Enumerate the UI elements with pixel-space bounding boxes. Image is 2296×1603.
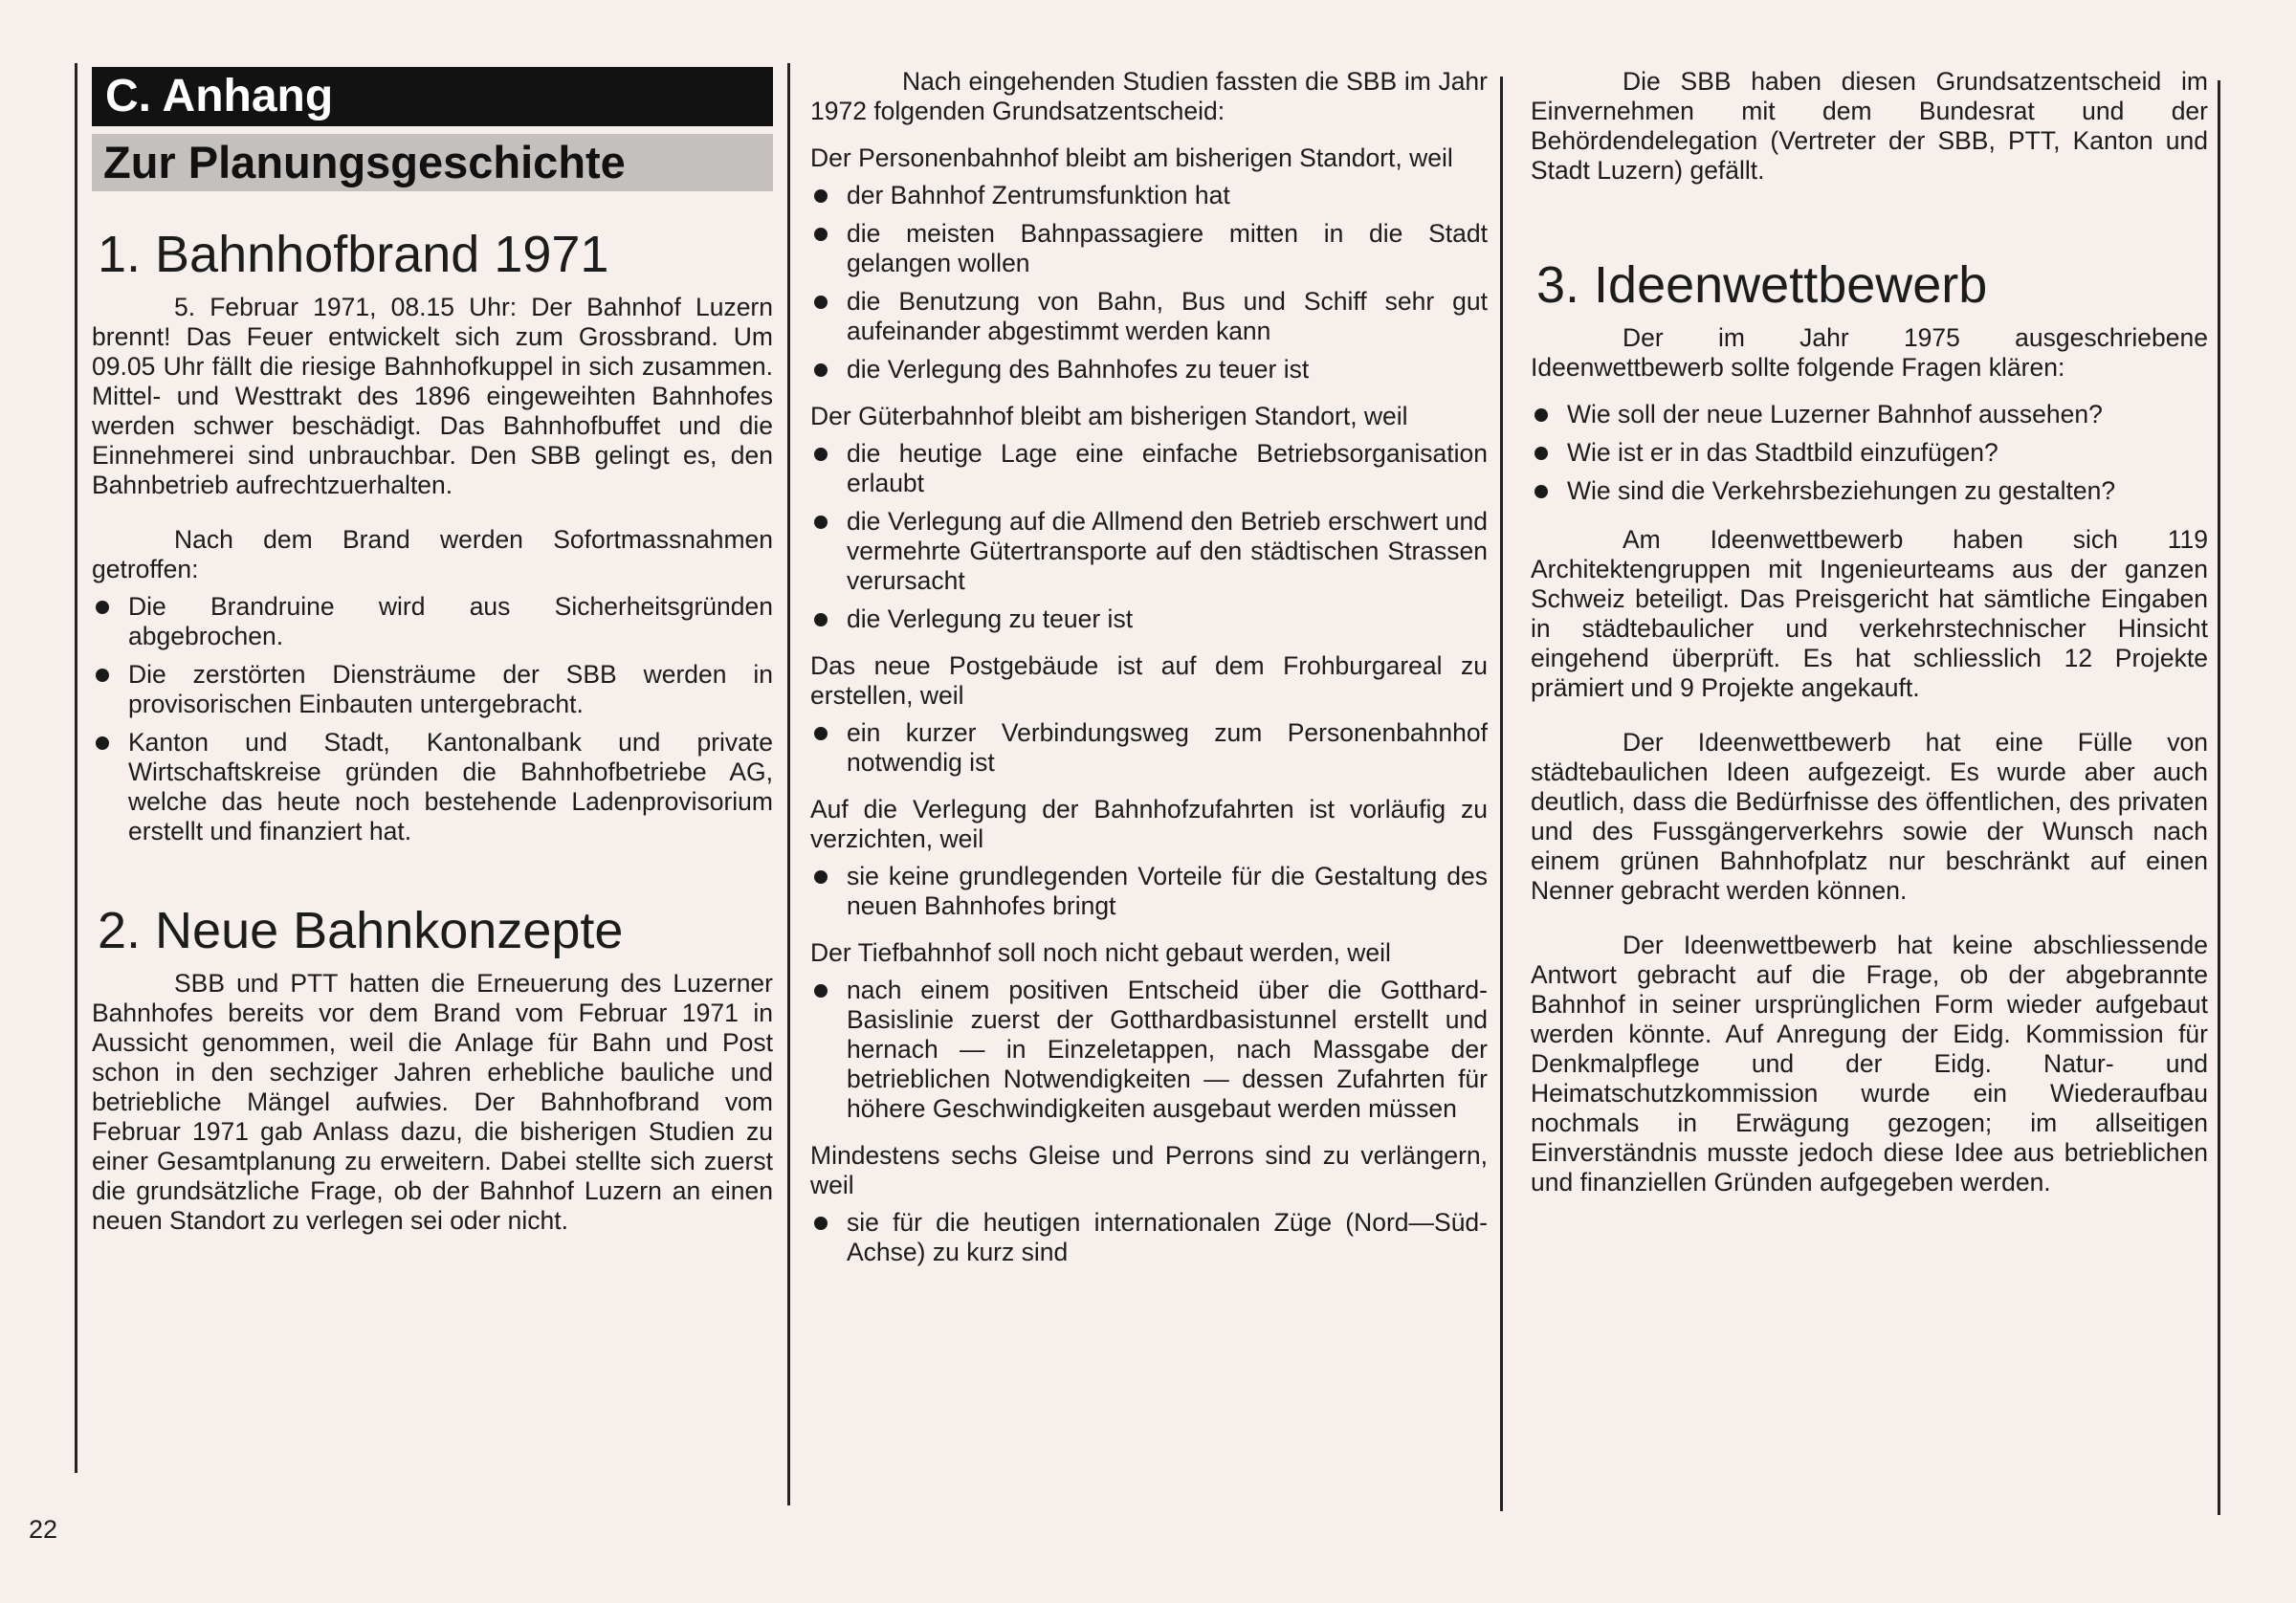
column-1 xyxy=(92,67,773,1253)
list-item: nach einem positiven Entscheid über die Gotthard-Basislinie zuerst der Gotthardbasistunnel erstellt und hernach — in Einzeletappen, nach Massgabe der betrieblichen Notwendigkeiten — dessen Zufahrten für höhere Geschwindigkeiten ausgebaut werden müssen xyxy=(810,976,1488,1124)
block-lead: Der Personenbahnhof bleibt am bisherigen Standort, weil xyxy=(810,143,1453,172)
heading-neue-bahnkonzepte: 2. Neue Bahnkonzepte xyxy=(98,902,624,959)
block-lead: Auf die Verlegung der Bahnhofzufahrten ist vorläufig zu verzichten, weil xyxy=(810,795,1488,853)
column-rule-left xyxy=(75,63,77,1473)
bullet-list xyxy=(810,976,1488,1124)
list-item: die Verlegung zu teuer ist xyxy=(810,604,1488,634)
block-lead: Der Güterbahnhof bleibt am bisherigen Standort, weil xyxy=(810,402,1408,430)
paragraph: Der im Jahr 1975 ausgeschriebene Ideenwettbewerb sollte folgende Fragen klären: xyxy=(1531,323,2208,382)
list-item: die Benutzung von Bahn, Bus und Schiff sehr gut aufeinander abgestimmt werden kann xyxy=(810,287,1488,346)
page-number: 22 xyxy=(29,1515,58,1544)
paragraph: Nach eingehenden Studien fassten die SBB im Jahr 1972 folgenden Grundsatzentscheid: xyxy=(810,67,1488,125)
block-lead: Der Tiefbahnhof soll noch nicht gebaut werden, weil xyxy=(810,938,1391,967)
list-item: sie keine grundlegenden Vorteile für die Gestaltung des neuen Bahnhofes bringt xyxy=(810,862,1488,921)
block-lead: Mindestens sechs Gleise und Perrons sind zu verlängern, weil xyxy=(810,1141,1488,1199)
column-rule-right xyxy=(2218,80,2220,1515)
list-item: sie für die heutigen internationalen Züge (Nord—Süd-Achse) zu kurz sind xyxy=(810,1208,1488,1267)
list-item: die Verlegung auf die Allmend den Betrieb erschwert und vermehrte Gütertransporte auf den städtischen Strassen verursacht xyxy=(810,507,1488,596)
bullet-list xyxy=(810,1208,1488,1267)
list-item: Die Brandruine wird aus Sicherheitsgründen abgebrochen. xyxy=(92,592,773,651)
subsection-heading: Zur Planungsgeschichte xyxy=(92,134,773,191)
list-item: Die zerstörten Diensträume der SBB werden in provisorischen Einbauten untergebracht. xyxy=(92,660,773,719)
list-item: die heutige Lage eine einfache Betriebsorganisation erlaubt xyxy=(810,439,1488,498)
list-item: die meisten Bahnpassagiere mitten in die Stadt gelangen wollen xyxy=(810,219,1488,278)
list-item: die Verlegung des Bahnhofes zu teuer ist xyxy=(810,355,1488,384)
paragraph: SBB und PTT hatten die Erneuerung des Luzerner Bahnhofes bereits vor dem Brand vom Februar 1971 in Aussicht genommen, weil die Anlage für Bahn und Post schon in den sechziger Jahren erhebliche bauliche und betriebliche Mängel aufwies. Der Bahnhofbrand vom Februar 1971 gab Anlass dazu, die bisherigen Studien zu einer Gesamtplanung zu erweitern. Dabei stellte sich zuerst die grundsätzliche Frage, ob der Bahnhof Luzern an einen neuen Standort zu verlegen sei oder nicht. xyxy=(92,969,773,1235)
list-item: Wie soll der neue Luzerner Bahnhof aussehen? xyxy=(1531,400,2208,429)
paragraph: Nach dem Brand werden Sofortmassnahmen getroffen: xyxy=(92,525,773,583)
paragraph: 5. Februar 1971, 08.15 Uhr: Der Bahnhof Luzern brennt! Das Feuer entwickelt sich zum Grossbrand. Um 09.05 Uhr fällt die riesige Bahnhofkuppel in sich zusammen. Mittel- und Westtrakt des 1896 eingeweihten Bahnhofes werden schwer beschädigt. Das Bahnhofbuffet und die Einnehmerei sind unbrauchbar. Den SBB gelingt es, den Bahnbetrieb aufrechtzuerhalten. xyxy=(92,293,773,499)
bullet-list xyxy=(810,862,1488,921)
bullet-list xyxy=(1531,400,2208,506)
list-item: der Bahnhof Zentrumsfunktion hat xyxy=(810,181,1488,210)
bullet-list xyxy=(810,718,1488,778)
heading-bahnhofbrand: 1. Bahnhofbrand 1971 xyxy=(98,226,609,283)
paragraph: Die SBB haben diesen Grundsatzentscheid im Einvernehmen mit dem Bundesrat und der Behördendelegation (Vertreter der SBB, PTT, Kanton und Stadt Luzern) gefällt. xyxy=(1531,67,2208,185)
list-item: Wie ist er in das Stadtbild einzufügen? xyxy=(1531,438,2208,468)
list-item: Wie sind die Verkehrsbeziehungen zu gestalten? xyxy=(1531,476,2208,506)
bullet-list xyxy=(92,592,773,846)
column-rule-1 xyxy=(787,63,790,1505)
column-rule-2 xyxy=(1500,77,1503,1511)
block-lead: Das neue Postgebäude ist auf dem Frohburgareal zu erstellen, weil xyxy=(810,651,1488,710)
section-heading: C. Anhang xyxy=(92,67,773,126)
paragraph: Der Ideenwettbewerb hat eine Fülle von städtebaulichen Ideen aufgezeigt. Es wurde aber auch deutlich, dass die Bedürfnisse des öffentlichen, des privaten und des Fussgängerverkehrs sowie der Wunsch nach einem grünen Bahnhofplatz nur beschränkt auf einen Nenner gebracht werden können. xyxy=(1531,728,2208,905)
column-3 xyxy=(1531,67,2208,1215)
bullet-list xyxy=(810,181,1488,384)
heading-ideenwettbewerb: 3. Ideenwettbewerb xyxy=(1536,256,1988,314)
paragraph: Am Ideenwettbewerb haben sich 119 Architektengruppen mit Ingenieurteams aus der ganzen Schweiz beteiligt. Das Preisgericht hat sämtliche Eingaben in städtebaulicher und verkehrstechnischer Hinsicht eingehend überprüft. Es hat schliesslich 12 Projekte prämiert und 9 Projekte angekauft. xyxy=(1531,525,2208,702)
paragraph: Der Ideenwettbewerb hat keine abschliessende Antwort gebracht auf die Frage, ob der abgebrannte Bahnhof in seiner ursprünglichen Form wieder aufgebaut werden könnte. Auf Anregung der Eidg. Kommission für Denkmalpflege und der Eidg. Natur- und Heimatschutzkommission wurde ein Wiederaufbau nochmals in Erwägung gezogen; im allseitigen Einverständnis musste jedoch diese Idee aus betrieblichen und finanziellen Gründen aufgegeben werden. xyxy=(1531,931,2208,1197)
list-item: Kanton und Stadt, Kantonalbank und private Wirtschaftskreise gründen die Bahnhofbetriebe AG, welche das heute noch bestehende Ladenprovisorium erstellt und finanziert hat. xyxy=(92,728,773,846)
column-2 xyxy=(810,67,1488,1285)
list-item: ein kurzer Verbindungsweg zum Personenbahnhof notwendig ist xyxy=(810,718,1488,778)
bullet-list xyxy=(810,439,1488,634)
